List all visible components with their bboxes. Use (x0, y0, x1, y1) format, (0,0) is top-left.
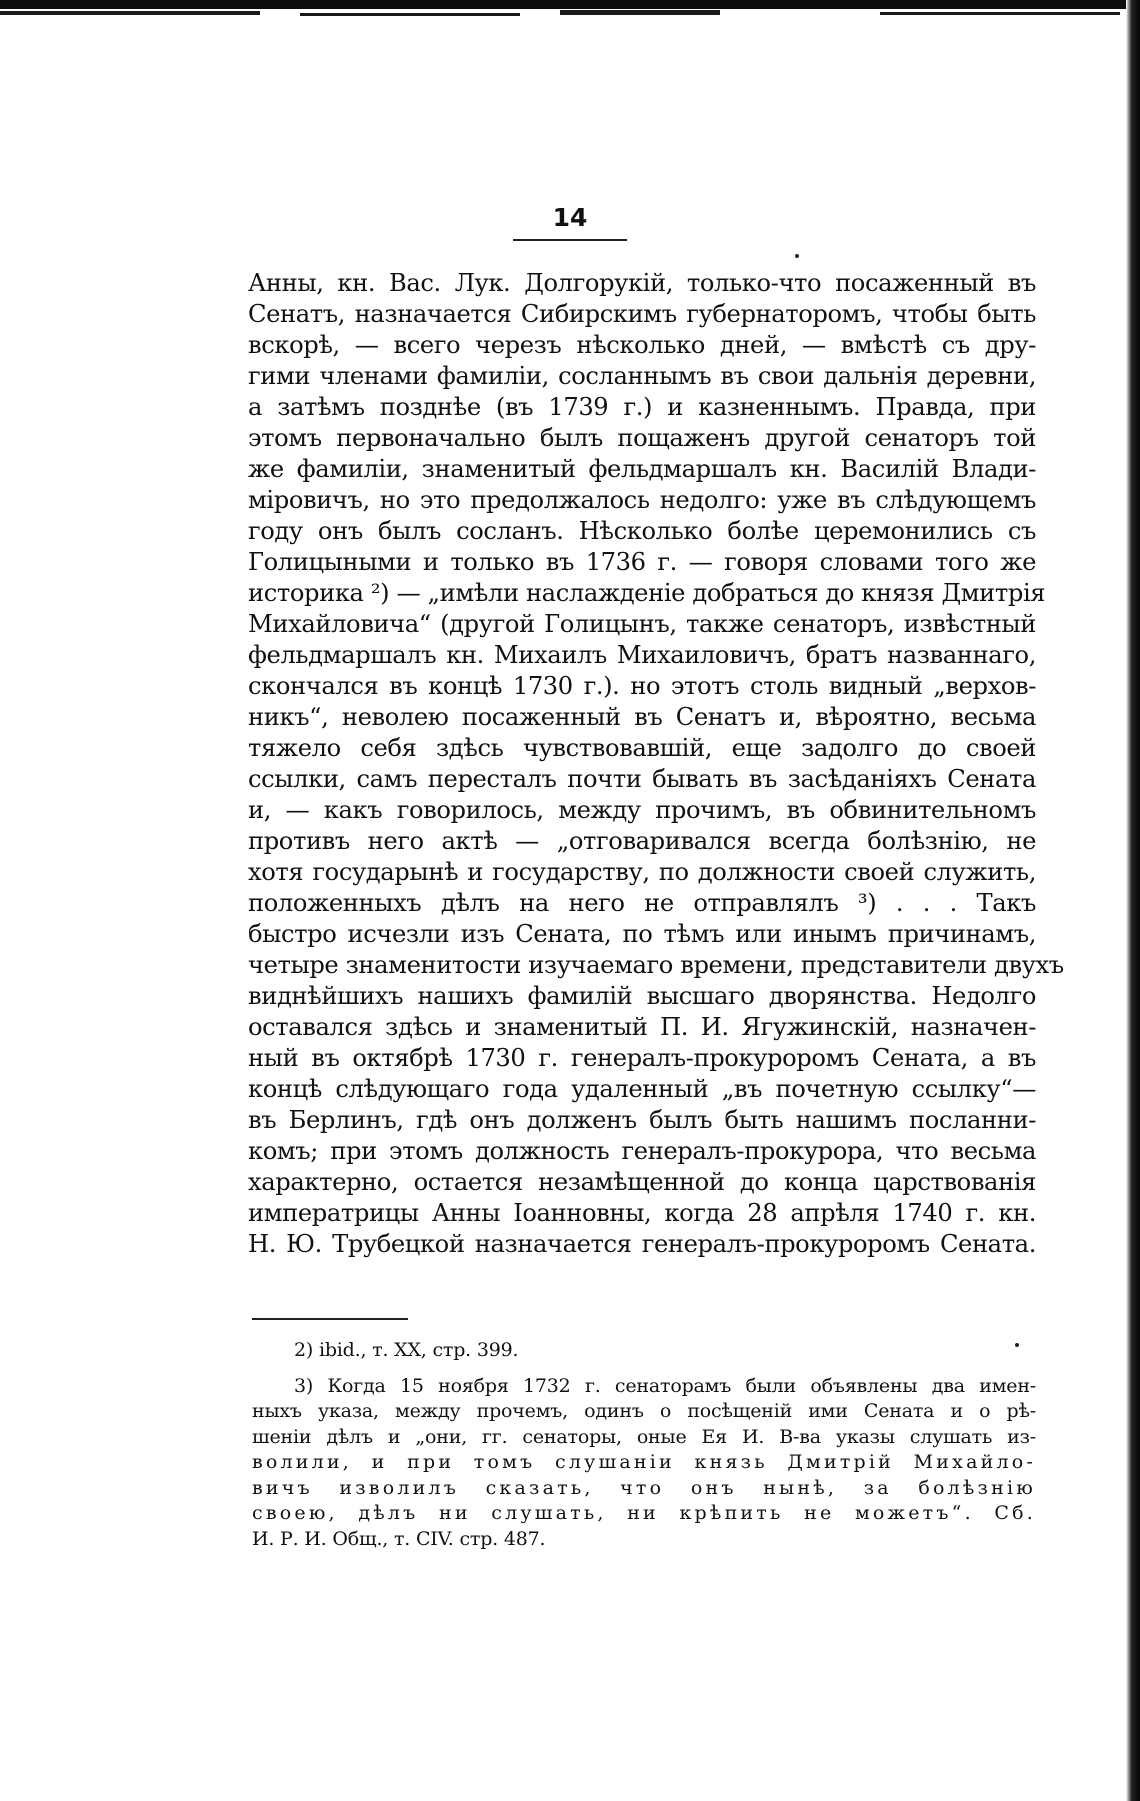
text-line: году онъ былъ сосланъ. Нѣсколько болѣе церемонились съ (248, 517, 1036, 545)
page-number: 14 (513, 203, 628, 241)
text-line: а затѣмъ позднѣе (въ 1739 г.) и казненнымъ. Правда, при (248, 393, 1036, 421)
text-line: этомъ первоначально былъ пощаженъ другой сенаторъ той (248, 424, 1036, 452)
text-line: гими членами фамиліи, сосланнымъ въ свои дальнія деревни, (248, 362, 1036, 390)
ink-speck (795, 254, 799, 258)
scan-streak (0, 11, 260, 15)
text-line: ссылки, самъ пересталъ почти бывать въ засѣданіяхъ Сената (248, 765, 1036, 793)
text-line: Голицыными и только въ 1736 г. — говоря словами того же (248, 548, 1036, 576)
text-line: характерно, остается незамѣщенной до конца царствованія (248, 1168, 1036, 1196)
text-line: Анны, кн. Вас. Лук. Долгорукій, только-что посаженный въ (248, 269, 1036, 297)
footnote-3-line: 3) Когда 15 ноября 1732 г. сенаторамъ были объявлены два имен- (294, 1374, 1036, 1397)
text-line: комъ; при этомъ должность генералъ-прокурора, что весьма (248, 1137, 1036, 1165)
text-line: же фамиліи, знаменитый фельдмаршалъ кн. Василій Влади- (248, 455, 1036, 483)
text-line: и, — какъ говорилось, между прочимъ, въ обвинительномъ (248, 796, 1036, 824)
text-line: положенныхъ дѣлъ на него не отправлялъ ³) . . . Такъ (248, 889, 1036, 917)
text-line: скончался въ концѣ 1730 г.). но этотъ столь видный „верхов- (248, 672, 1036, 700)
footnotes (252, 1338, 1036, 1552)
text-line: виднѣйшихъ нашихъ фамилій высшаго дворянства. Недолго (248, 982, 1036, 1010)
scan-streak (560, 10, 720, 15)
text-line: четыре знаменитости изучаемаго времени, представители двухъ (248, 951, 1064, 979)
text-line: концѣ слѣдующаго года удаленный „въ почетную ссылку“— (248, 1075, 1036, 1103)
scan-edge-band (0, 0, 1140, 9)
text-line: историка ²) — „имѣли наслажденіе добраться до князя Дмитрія (248, 579, 1046, 607)
text-line: императрицы Анны Іоанновны, когда 28 апрѣля 1740 г. кн. (248, 1199, 1036, 1227)
page-header (0, 203, 1140, 241)
text-line: фельдмаршалъ кн. Михаилъ Михаиловичъ, братъ названнаго, (248, 641, 1036, 669)
text-line: Сенатъ, назначается Сибирскимъ губернаторомъ, чтобы быть (248, 300, 1036, 328)
scan-edge-right (1126, 0, 1140, 1801)
footnote-2: 2) ibid., т. XX, стр. 399. (294, 1339, 519, 1361)
text-line: оставался здѣсь и знаменитый П. И. Ягужинскій, назначен- (248, 1013, 1036, 1041)
footnote-3-line: шеніи дѣлъ и „они, гг. сенаторы, оные Ея И. В-ва указы слушать из- (252, 1425, 1036, 1448)
text-line: тяжело себя здѣсь чувствовавшій, еще задолго до своей (248, 734, 1036, 762)
text-line: быстро исчезли изъ Сената, по тѣмъ или инымъ причинамъ, (248, 920, 1036, 948)
scan-streak (300, 13, 520, 16)
text-line: никъ“, неволею посаженный въ Сенатъ и, вѣроятно, весьма (248, 703, 1036, 731)
footnote-3-line: И. Р. И. Общ., т. CIV. стр. 487. (252, 1527, 546, 1550)
scan-streak (880, 12, 1120, 15)
text-line: міровичъ, но это предолжалось недолго: уже въ слѣдующемъ (248, 486, 1036, 514)
footnote-3-line: волили, и при томъ слушаніи князь Дмитрій Михайло- (252, 1451, 1036, 1473)
text-line: въ Берлинъ, гдѣ онъ долженъ былъ быть нашимъ посланни- (248, 1106, 1036, 1134)
scan-edge-top (0, 0, 1140, 26)
text-line: Михайловича“ (другой Голицынъ, также сенаторъ, извѣстный (248, 610, 1036, 638)
footnote-3-line: ныхъ указа, между прочемъ, одинъ о посѣщеній ими Сената и о рѣ- (252, 1400, 1036, 1422)
text-line: хотя государынѣ и государству, по должности своей служить, (248, 858, 1036, 886)
text-line: вскорѣ, — всего черезъ нѣсколько дней, — вмѣстѣ съ дру- (248, 331, 1036, 359)
text-line: Н. Ю. Трубецкой назначается генералъ-прокуроромъ Сената. (248, 1230, 1036, 1258)
footnote-3-line: своею, дѣлъ ни слушать, ни крѣпить не можетъ“. Сб. (252, 1502, 1036, 1524)
main-text (248, 268, 1064, 1260)
text-line: ный въ октябрѣ 1730 г. генералъ-прокуроромъ Сената, а въ (248, 1044, 1036, 1072)
footnote-rule (252, 1318, 408, 1320)
footnote-3-line: вичъ изволилъ сказать, что онъ нынѣ, за болѣзнію (252, 1476, 1036, 1499)
text-line: противъ него актѣ — „отговаривался всегда болѣзнію, не (248, 827, 1036, 855)
